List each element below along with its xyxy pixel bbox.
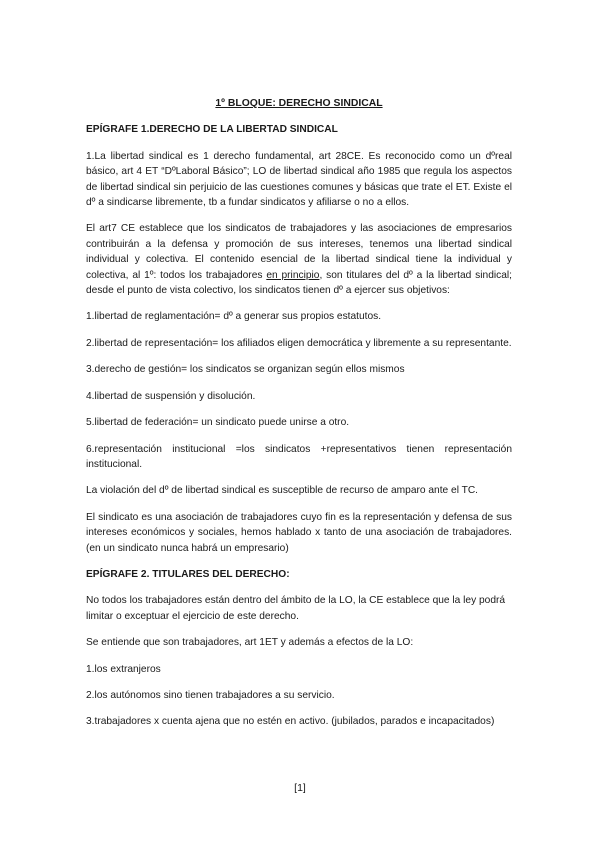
paragraph-libertad-sindical: 1.La libertad sindical es 1 derecho fundamental, art 28CE. Es reconocido como un dºreal básico, art 4 ET “DºLaboral Básico”; LO de libertad sindical año 1985 que regula los aspectos de libertad sindical sin perjuicio de las cuestiones comunes y básicas que trate el ET. Existe el dº a sindicarse libremente, tb a fundar sindicatos y afiliarse o no a ellos. [86, 150, 512, 209]
paragraph-se-entiende: Se entiende que son trabajadores, art 1ET y además a efectos de la LO: [86, 637, 414, 649]
list-item-autonomos: 2.los autónomos sino tienen trabajadores a su servicio. [86, 689, 335, 701]
list-item-extranjeros: 1.los extranjeros [86, 663, 161, 675]
paragraph-art7-text-b: , son titulares del dº a la libertad sindical; desde el punto de vista colectivo, los sindicatos tienen dº a ejercer sus objetivos: [86, 269, 512, 297]
underlined-en-principio: en principio [266, 269, 320, 281]
document-body [86, 96, 512, 741]
paragraph-art7 [86, 221, 512, 298]
page-title: 1º BLOQUE: DERECHO SINDICAL [215, 98, 383, 109]
paragraph-art7-text-a: El art7 CE establece que los sindicatos de trabajadores y las asociaciones de empresarios contribuirán a la defensa y promoción de sus intereses, tenemos una libertad sindical individual y colectiva. El contenido esencial de la libertad sindical tiene la individual y colectiva, al 1º: todos los trabajadores [86, 223, 512, 281]
list-item-suspension: 4.libertad de suspensión y disolución. [86, 390, 256, 402]
list-item-reglamentacion: 1.libertad de reglamentación= dº a generar sus propios estatutos. [86, 311, 382, 323]
list-item-gestion: 3.derecho de gestión= los sindicatos se organizan según ellos mismos [86, 364, 405, 376]
section-heading-epigrafe-1: EPÍGRAFE 1.DERECHO DE LA LIBERTAD SINDICAL [86, 124, 338, 136]
section-heading-epigrafe-2: EPÍGRAFE 2. TITULARES DEL DERECHO: [86, 568, 290, 580]
list-item-representacion-institucional: 6.representación institucional =los sindicatos +representativos tienen representación institucional. [86, 443, 512, 470]
paragraph-violacion: La violación del dº de libertad sindical es susceptible de recurso de amparo ante el TC. [86, 485, 479, 497]
list-item-federacion: 5.libertad de federación= un sindicato puede unirse a otro. [86, 417, 350, 429]
list-item-no-activo: 3.trabajadores x cuenta ajena que no estén en activo. (jubilados, parados e incapacitados) [86, 716, 495, 728]
paragraph-sindicato: El sindicato es una asociación de trabajadores cuyo fin es la representación y defensa de sus intereses económicos y sociales, hemos hablado x tanto de una asociación de trabajadores. (en un sindicato nunca habrá un empresario) [86, 511, 512, 554]
page-number: [1] [294, 782, 306, 794]
list-item-representacion: 2.libertad de representación= los afiliados eligen democrática y libremente a su representante. [86, 337, 512, 349]
paragraph-no-todos: No todos los trabajadores están dentro del ámbito de la LO, la CE establece que la ley podrá limitar o exceptuar el ejercicio de este derecho. [86, 595, 506, 622]
